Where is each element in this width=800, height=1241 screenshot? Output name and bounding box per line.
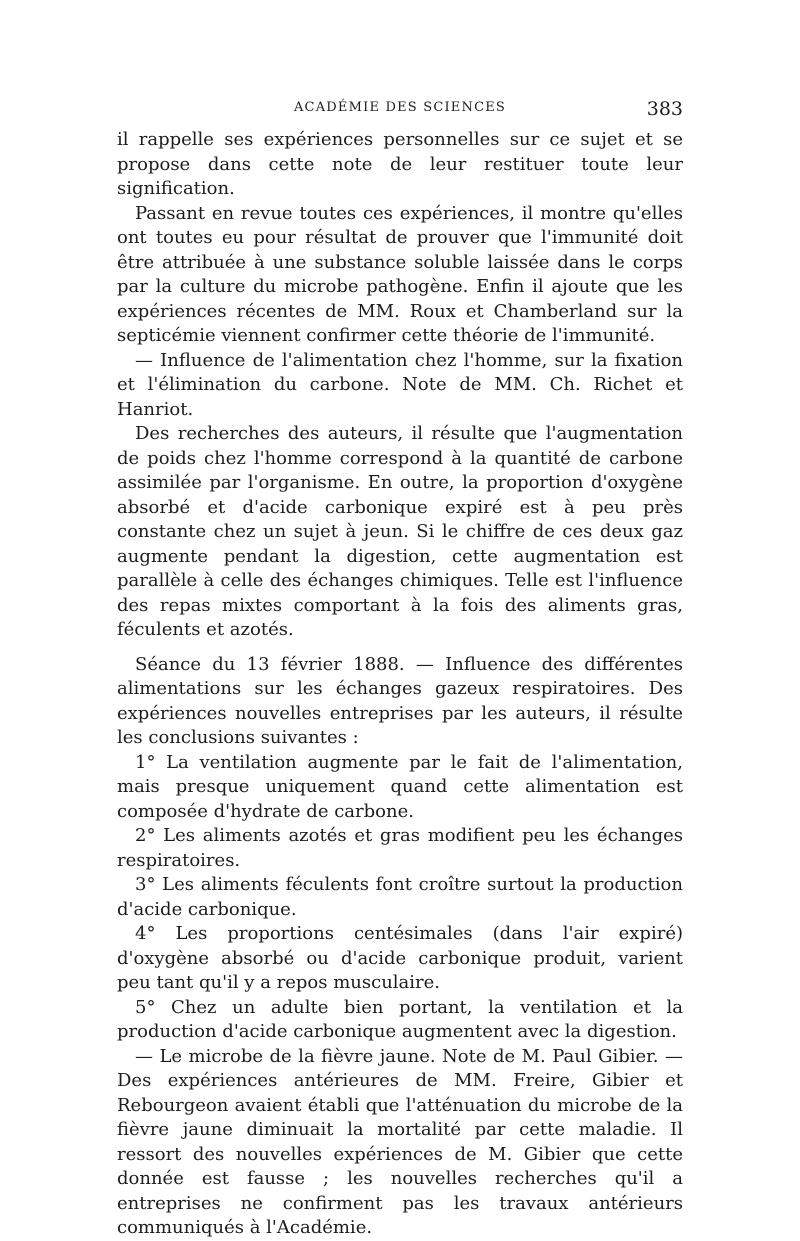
conclusion-item-1: 1° La ventilation augmente par le fait de l'alimentation, mais presque uniquement quand cette alimentation est composée d'hydrate de carbone. — [117, 751, 683, 822]
paragraph-carbon-results: Des recherches des auteurs, il résulte que l'augmentation de poids chez l'homme correspond à la quantité de carbone assimilée par l'organisme. En outre, la proportion d'oxygène absorbé et d'acide carbonique expiré est à peu près constante chez un sujet à jeun. Si le chiffre de ces deux gaz augmente pendant la digestion, cette augmentation est parallèle à celle des échanges chimiques. Telle est l'influence des repas mixtes comportant à la fois des aliments gras, féculents et azotés. — [117, 423, 683, 640]
body-text — [117, 128, 683, 1241]
paragraph-continuation: il rappelle ses expériences personnelles sur ce sujet et se propose dans cette note de leur restituer toute leur signification. — [117, 129, 683, 199]
conclusion-item-5: 5° Chez un adulte bien portant, la ventilation et la production d'acide carbonique augmentent avec la digestion. — [117, 996, 683, 1042]
paragraph-immunity: Passant en revue toutes ces expériences, il montre qu'elles ont toutes eu pour résultat de prouver que l'immunité doit être attribuée à une substance soluble laissée dans le corps par la culture du microbe pathogène. Enfin il ajoute que les expériences récentes de MM. Roux et Chamberland sur la septicémie viennent confirmer cette théorie de l'immunité. — [117, 202, 683, 346]
page-number: 383 — [646, 98, 683, 120]
conclusion-item-3: 3° Les aliments féculents font croître surtout la production d'acide carbonique. — [117, 874, 683, 920]
paragraph-seance: Séance du 13 février 1888. — Influence des différentes alimentations sur les échanges gazeux respiratoires. Des expériences nouvelles entreprises par les auteurs, il résulte les conclusions suivantes : — [117, 653, 683, 748]
conclusion-item-2: 2° Les aliments azotés et gras modifient peu les échanges respiratoires. — [117, 825, 683, 871]
paragraph-yellow-fever-microbe: — Le microbe de la fièvre jaune. Note de M. Paul Gibier. — Des expériences antérieures de MM. Freire, Gibier et Rebourgeon avaient établi que l'atténuation du microbe de la fièvre jaune diminuait la mortalité par cette maladie. Il ressort des nouvelles expériences de M. Gibier que cette donnée est fausse ; les nouvelles recherches qu'il a entreprises ne confirment pas les travaux antérieurs communiqués à l'Académie. — [117, 1045, 683, 1238]
paragraph-note-richet-hanriot: — Influence de l'alimentation chez l'homme, sur la fixation et l'élimination du carbone. Note de MM. Ch. Richet et Hanriot. — [117, 349, 683, 420]
running-head — [117, 98, 683, 122]
running-title: ACADÉMIE DES SCIENCES — [293, 100, 507, 115]
conclusion-item-4: 4° Les proportions centésimales (dans l'air expiré) d'oxygène absorbé ou d'acide carbonique produit, varient peu tant qu'il y a repos musculaire. — [117, 923, 683, 993]
